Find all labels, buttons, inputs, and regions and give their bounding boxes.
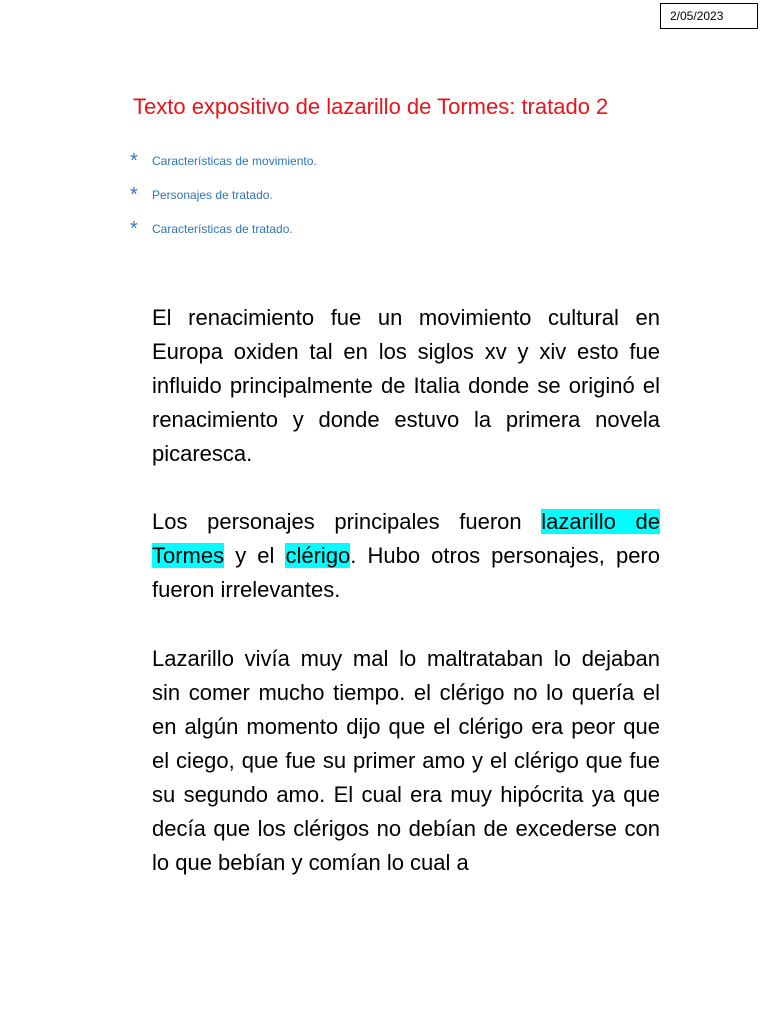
list-item xyxy=(130,178,317,212)
list-item xyxy=(130,144,317,178)
highlight-lazarillo: lazarillo de Tormes xyxy=(152,509,660,568)
bullet-text: Personajes de tratado. xyxy=(152,188,273,202)
asterisk-icon: * xyxy=(130,184,138,206)
list-item xyxy=(130,212,317,246)
highlight-clerigo: clérigo xyxy=(285,543,351,568)
paragraph-text: . Hubo otros personajes, pero fueron irrelevantes. xyxy=(152,543,660,602)
bullet-text: Características de tratado. xyxy=(152,222,293,236)
paragraph-text: Los personajes principales fueron xyxy=(152,509,542,534)
date-box: 2/05/2023 xyxy=(660,3,758,29)
asterisk-icon: * xyxy=(130,150,138,172)
paragraph-renacimiento: El renacimiento fue un movimiento cultural en Europa oxiden tal en los siglos xv y xiv esto fue influido principalmente de Italia donde se originó el renacimiento y donde estuvo la primera novela picaresca. xyxy=(152,305,660,466)
document-title: Texto expositivo de lazarillo de Tormes: tratado 2 xyxy=(133,94,609,119)
asterisk-icon: * xyxy=(130,218,138,240)
bullet-text: Características de movimiento. xyxy=(152,154,317,168)
paragraph-lazarillo-vida: Lazarillo vivía muy mal lo maltrataban lo dejaban sin comer mucho tiempo. el clérigo no lo quería el en algún momento dijo que el clérigo era peor que el ciego, que fue su primer amo y el clérigo que fue su segundo amo. El cual era muy hipócrita ya que decía que los clérigos no debían de excederse con lo que bebían y comían lo cual a xyxy=(152,646,660,875)
paragraph-personajes xyxy=(152,505,660,607)
bullet-list xyxy=(130,144,317,246)
paragraph-text: y el xyxy=(224,543,286,568)
